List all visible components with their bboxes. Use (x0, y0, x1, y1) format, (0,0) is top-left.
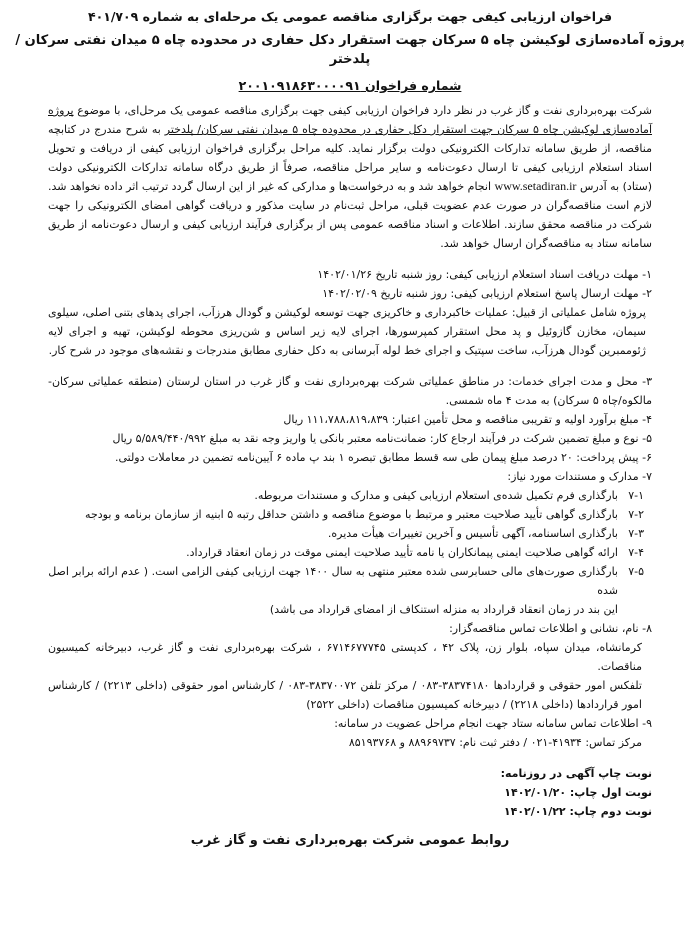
sub-item-7-3 (48, 524, 644, 543)
intro-part1: شرکت بهره‌برداری نفت و گاز غرب در نظر دارد فراخوان ارزیابی کیفی جهت برگزاری مناقصه عمومی یک مرحل‌ای، با موضوع (73, 104, 652, 117)
sub-item-text: بارگذاری گواهی تأیید صلاحیت معتبر و مرتبط با موضوع مناقصه و داشتن حداقل رتبه ۵ ابنیه از سازمان برنامه و بودجه (85, 508, 618, 521)
sub-item-7-1 (48, 486, 644, 505)
intro-part2: به شرح مندرج در کتابچه مناقصه، از طریق سامانه تدارکات الکترونیکی دولت برگزار نماید. کلیه مراحل برگزاری فراخوان ارزیابی کیفی از دریافت و تحویل اسناد استعلام ارزیابی کیفی تا ارسال دعوت‌نامه و سایر مراحل مناقصه، صرفاً از طریق درگاه سامانه تدارکات الکترونیکی دولت (ستاد) به آدرس (48, 123, 653, 193)
item-2-deadline-submit: ۲- مهلت ارسال پاسخ استعلام ارزیابی کیفی: روز شنبه تاریخ ۱۴۰۲/۰۲/۰۹ (322, 287, 652, 300)
item-7-documents: ۷- مدارک و مستندات مورد نیاز: (507, 470, 652, 483)
sub-item-text: بارگذاری فرم تکمیل شده‌ی استعلام ارزیابی کیفی و مدارک و مستندات مربوطه. (254, 489, 618, 502)
intro-paragraph (48, 101, 652, 253)
call-number: شماره فراخوان ۲۰۰۱۰۹۱۸۶۳۰۰۰۰۹۱ (238, 78, 462, 93)
sub-item-7-5-continued: این بند در زمان انعقاد قرارداد به منزله استنکاف از امضای قرارداد می باشد) (269, 603, 618, 616)
sub-item-text: بارگذاری صورت‌های مالی حسابرسی شده معتبر منتهی به سال ۱۴۰۰ جهت ارزیابی کیفی الزامی است. ( عدم ارائه برابر اصل شده (48, 565, 618, 597)
item-4-estimate: ۴- مبلغ برآورد اولیه و تقریبی مناقصه و محل تأمین اعتبار: ۱۱۱،۷۸۸،۸۱۹،۸۳۹ ریال (283, 413, 652, 426)
sub-item-7-4 (48, 543, 644, 562)
setad-phone-numbers: مرکز تماس: ۴۱۹۳۴-۰۲۱ / دفتر ثبت نام: ۸۸۹۶۹۷۳۷ و ۸۵۱۹۳۷۶۸ (348, 736, 642, 749)
publication-second: نوبت دوم چاپ: ۱۴۰۲/۰۱/۲۲ (503, 805, 652, 818)
sub-item-number: ۷-۱ (628, 489, 644, 502)
call-number-line (0, 77, 700, 95)
spacer (0, 360, 700, 372)
notice-title: فراخوان ارزیابی کیفی جهت برگزاری مناقصه عمومی یک مرحله‌ای به شماره ۴۰۱/۷۰۹ (87, 9, 613, 24)
sub-item-number: ۷-۵ (628, 565, 644, 578)
address: کرمانشاه، میدان سپاه، بلوار زن، پلاک ۴۲ ، کدپستی ۶۷۱۴۶۷۷۷۴۵ ، شرکت بهره‌برداری نفت و گاز غرب، دبیرخانه کمیسیون مناقصات. (48, 641, 642, 673)
phones: تلفکس امور حقوقی و قراردادها ۳۸۳۷۴۱۸۰-۰۸۳ / مرکز تلفن ۳۸۳۷۰۰۷۲-۰۸۳ / کارشناس امور حقوقی (داخلی ۲۲۱۳) / کارشناس امور قراردادها (داخلی ۲۲۱۸) / دبیرخانه کمیسیون مناقصات (داخلی ۲۵۲۲) (48, 679, 642, 711)
item-9-setad-contact: ۹- اطلاعات تماس سامانه ستاد جهت انجام مراحل عضویت در سامانه: (334, 717, 652, 730)
website-link[interactable]: www.setadiran.ir (494, 179, 577, 193)
signature: روابط عمومی شرکت بهره‌برداری نفت و گاز غرب (190, 833, 510, 848)
item-6-prepayment: ۶- پیش پرداخت: ۲۰ درصد مبلغ پیمان طی سه قسط مطابق تبصره ۱ بند پ ماده ۶ آیین‌نامه تضمین در معاملات دولتی. (114, 451, 652, 464)
sub-item-text: ارائه گواهی صلاحیت ایمنی پیمانکاران یا نامه تأیید صلاحیت ایمنی موقت در زمان انعقاد قرارداد. (186, 546, 618, 559)
item-1-deadline-receive: ۱- مهلت دریافت اسناد استعلام ارزیابی کیفی: روز شنبه تاریخ ۱۴۰۲/۰۱/۲۶ (317, 268, 652, 281)
project-title: پروژه آماده‌سازی لوکیشن چاه ۵ سرکان جهت استقرار دکل حفاری در محدوده چاه ۵ میدان نفتی سرکان / پلدختر (15, 33, 685, 67)
spacer (0, 253, 700, 265)
publication-first: نوبت اول چاپ: ۱۴۰۲/۰۱/۲۰ (504, 786, 652, 799)
item-3-location-duration: ۳- محل و مدت اجرای خدمات: در مناطق عملیاتی شرکت بهره‌برداری نفت و گاز غرب در استان لرستان (منطقه عملیاتی سرکان- مالکوه/چاه ۵ سرکان) به مدت ۴ ماه شمسی. (48, 375, 652, 407)
item-8-contact: ۸- نام، نشانی و اطلاعات تماس مناقصه‌گزار: (449, 622, 652, 635)
sub-item-number: ۷-۳ (628, 527, 644, 540)
sub-item-7-5 (48, 562, 644, 600)
publication-heading: نوبت چاپ آگهی در روزنامه: (500, 767, 652, 780)
sub-item-text: بارگذاری اساسنامه، آگهی تأسیس و آخرین تغییرات هیأت مدیره. (327, 527, 618, 540)
sub-item-7-2 (48, 505, 644, 524)
spacer (0, 752, 700, 764)
sub-item-number: ۷-۴ (628, 546, 644, 559)
item-5-guarantee: ۵- نوع و مبلغ تضمین شرکت در فرآیند ارجاع کار: ضمانت‌نامه معتبر بانکی یا واریز وجه نقد به مبلغ ۵/۵۸۹/۴۴۰/۹۹۲ ریال (112, 432, 652, 445)
project-scope: پروژه شامل عملیاتی از قبیل: عملیات خاکبرداری و خاکریزی جهت توسعه لوکیشن و گودال هرزآب، اجرای پدهای بتنی اصلی، سیلوی سیمان، مخازن گازوئیل و پد محل استقرار کمپرسورها، اجرای لایه زیر اساس و شن‌ریزی محوطه لوکیشن، تهیه و اجرای لایه ژئوممبرین گودال هرزآب، ساخت سپتیک و اجرای خط لوله آبرسانی به دکل حفاری مطابق مندرجات و نقشه‌های موجود در شرح کار. (48, 306, 646, 357)
intro-part3: انجام خواهد شد و به درخواست‌ها و مدارکی که غیر از این ارسال گردد ترتیب اثر داده نخواهد شد. لازم است مناقصه‌گران در صورت عدم عضویت قبلی، مراحل ثبت‌نام در سایت مذکور و دریافت گواهی امضای الکترونیکی را جهت شرکت در مناقصه محقق سازند. اطلاعات و اسناد مناقصه عمومی پس از برگزاری فرآیند ارزیابی کیفی و ارسال دعوت‌نامه از طریق سامانه ستاد به مناقصه‌گران ارسال خواهد شد. (48, 180, 652, 250)
project-subject-underlined: پروژه آماده‌سازی لوکیشن چاه ۵ سرکان جهت استقرار دکل حفاری در محدوده چاه ۵ میدان نفتی سرکان/ پلدختر (48, 104, 653, 136)
sub-item-number: ۷-۲ (628, 508, 644, 521)
